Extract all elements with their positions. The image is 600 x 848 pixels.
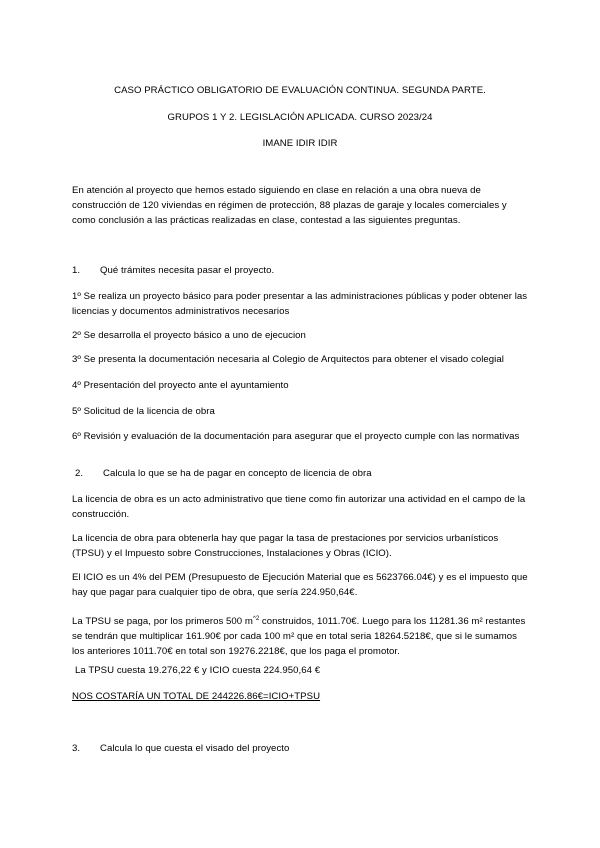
step-5: 5º Solicitud de la licencia de obra	[72, 406, 215, 417]
step-6: 6º Revisión y evaluación de la documentación para asegurar que el proyecto cumple con las normativas	[72, 431, 520, 442]
question-1-heading	[72, 263, 274, 278]
question-title: Calcula lo que se ha de pagar en concepto de licencia de obra	[103, 468, 372, 479]
superscript: ^2	[252, 615, 260, 622]
total-cost: NOS COSTARÍA UN TOTAL DE 244226.86€=ICIO+TPSU	[72, 691, 321, 702]
tpsu-text-a: La TPSU se paga, por los primeros 500 m	[72, 616, 253, 627]
tpsu-text-b: construidos, 1011.70€. Luego para los 11281.36 m² restantes se tendrán que multiplicar 161.90€ por cada 100 m² que en total seria 18264.5218€, que si le sumamos los anteriores 1011.70€ en total son 19276.2218€, que los paga el promotor.	[72, 616, 526, 657]
tpsu-paragraph	[72, 614, 532, 659]
document-title: CASO PRÁCTICO OBLIGATORIO DE EVALUACIÓN CONTINUA. SEGUNDA PARTE.	[114, 85, 486, 96]
step-2: 2º Se desarrolla el proyecto básico a uno de ejecucion	[72, 330, 306, 341]
question-2-heading	[75, 466, 372, 481]
licencia-definition: La licencia de obra es un acto administrativo que tiene como fin autorizar una actividad en el campo de la construcción.	[72, 494, 526, 520]
question-number: 2.	[75, 468, 84, 479]
intro-paragraph: En atención al proyecto que hemos estado siguiendo en clase en relación a una obra nueva de construcción de 120 viviendas en régimen de protección, 88 plazas de garaje y locales comerciales y como conclusión a las prácticas realizadas en clase, contestad a las siguientes preguntas.	[72, 185, 507, 226]
step-1: 1º Se realiza un proyecto básico para poder presentar a las administraciones públicas y poder obtener las licencias y documentos administrativos necesarios	[72, 291, 528, 317]
step-3: 3º Se presenta la documentación necesaria al Colegio de Arquitectos para obtener el visado colegial	[72, 354, 504, 365]
licencia-taxes: La licencia de obra para obtenerla hay que pagar la tasa de prestaciones por servicios urbanísticos (TPSU) y el Impuesto sobre Construcciones, Instalaciones y Obras (ICIO).	[72, 533, 499, 559]
question-number: 1.	[72, 265, 81, 276]
icio-paragraph: El ICIO es un 4% del PEM (Presupuesto de Ejecución Material que es 5623766.04€) y es el impuesto que hay que pagar para cualquier tipo de obra, que sería 224.950,64€.	[72, 572, 528, 598]
document-subtitle: GRUPOS 1 Y 2. LEGISLACIÓN APLICADA. CURSO 2023/24	[167, 112, 433, 123]
author-name: IMANE IDIR IDIR	[262, 138, 338, 149]
question-title: Qué trámites necesita pasar el proyecto.	[100, 265, 275, 276]
question-number: 3.	[72, 743, 81, 754]
question-title: Calcula lo que cuesta el visado del proyecto	[100, 743, 290, 754]
step-4: 4º Presentación del proyecto ante el ayuntamiento	[72, 380, 289, 391]
question-3-heading	[72, 741, 289, 756]
cost-summary: La TPSU cuesta 19.276,22 € y ICIO cuesta 224.950,64 €	[75, 665, 321, 676]
